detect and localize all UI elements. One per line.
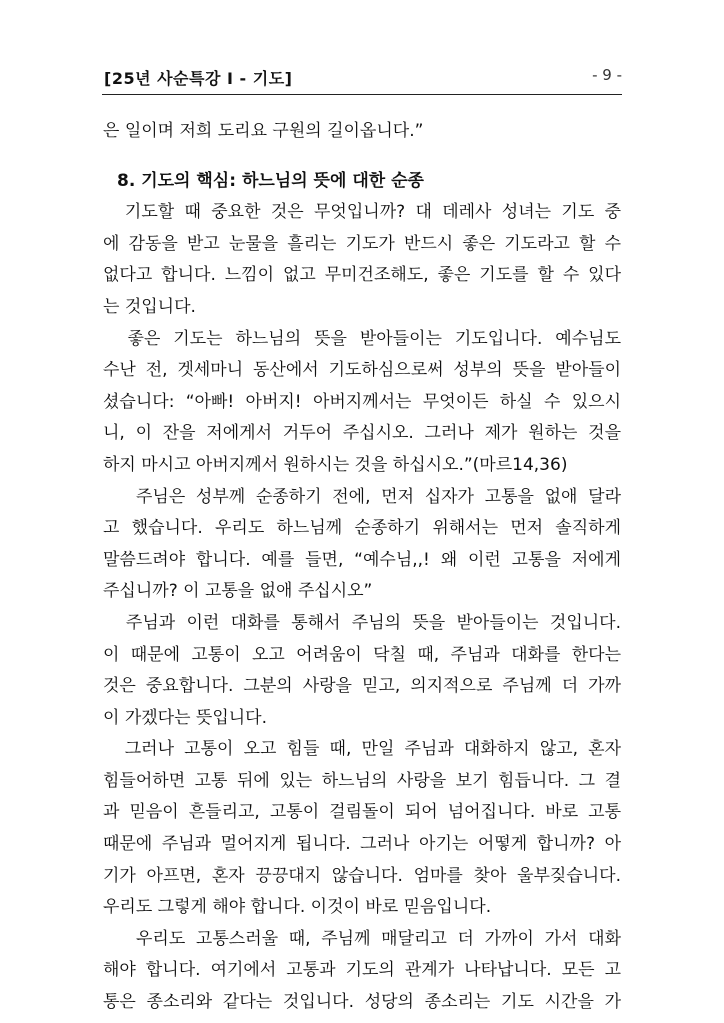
paragraph-line: 때문에 주님과 멀어지게 됩니다. 그러나 아기는 어떻게 합니까? 아 bbox=[103, 834, 621, 855]
paragraph-line: 그러나 고통이 오고 힘들 때, 만일 주님과 대화하지 않고, 혼자 bbox=[103, 739, 621, 760]
paragraph-line: 고 했습니다. 우리도 하느님께 순종하기 위해서는 먼저 솔직하게 bbox=[103, 518, 621, 539]
paragraph-line: 주님은 성부께 순종하기 전에, 먼저 십자가 고통을 없애 달라 bbox=[103, 486, 621, 507]
header-title: [25년 사순특강 Ⅰ - 기도] bbox=[104, 69, 293, 88]
paragraph-line: 해야 합니다. 여기에서 고통과 기도의 관계가 나타납니다. 모든 고 bbox=[103, 960, 621, 981]
paragraph-line: 주님과 이런 대화를 통해서 주님의 뜻을 받아들이는 것입니다. bbox=[103, 612, 621, 633]
paragraph-line: 니, 이 잔을 저에게서 거두어 주십시오. 그러나 제가 원하는 것을 bbox=[103, 423, 621, 444]
paragraph-line: 말씀드려야 합니다. 예를 들면, “예수님,,! 왜 이런 고통을 저에게 bbox=[103, 549, 621, 570]
paragraph-line: 이 때문에 고통이 오고 어려움이 닥칠 때, 주님과 대화를 한다는 bbox=[103, 644, 621, 665]
paragraph-line: 주십니까? 이 고통을 없애 주십시오” bbox=[103, 581, 373, 602]
paragraph-line: 에 감동을 받고 눈물을 흘리는 기도가 반드시 좋은 기도라고 할 수 bbox=[103, 233, 621, 254]
intro-line: 은 일이며 저희 도리요 구원의 길이옵니다.” bbox=[103, 121, 424, 141]
section-heading: 8. 기도의 핵심: 하느님의 뜻에 대한 순종 bbox=[117, 170, 424, 191]
body-text bbox=[103, 116, 621, 1019]
paragraph-line: 는 것입니다. bbox=[103, 296, 196, 317]
header-divider bbox=[102, 94, 622, 95]
paragraph-line: 우리도 고통스러울 때, 주님께 매달리고 더 가까이 가서 대화 bbox=[103, 928, 621, 949]
paragraph-line: 없다고 합니다. 느낌이 없고 무미건조해도, 좋은 기도를 할 수 있다 bbox=[103, 265, 621, 286]
paragraph-line: 힘들어하면 고통 뒤에 있는 하느님의 사랑을 보기 힘듭니다. 그 결 bbox=[103, 770, 621, 791]
paragraph-line: 기가 아프면, 혼자 끙끙대지 않습니다. 엄마를 찾아 울부짖습니다. bbox=[103, 865, 621, 886]
paragraph-line: 통은 종소리와 같다는 것입니다. 성당의 종소리는 기도 시간을 가 bbox=[103, 992, 621, 1013]
paragraph-line: 이 가겠다는 뜻입니다. bbox=[103, 707, 268, 728]
page-number: - 9 - bbox=[592, 66, 622, 84]
paragraph-line: 수난 전, 겟세마니 동산에서 기도하심으로써 성부의 뜻을 받아들이 bbox=[103, 360, 621, 381]
paragraph-line: 좋은 기도는 하느님의 뜻을 받아들이는 기도입니다. 예수님도 bbox=[103, 328, 621, 349]
paragraph-line: 것은 중요합니다. 그분의 사랑을 믿고, 의지적으로 주님께 더 가까 bbox=[103, 676, 621, 697]
paragraph-line: 기도할 때 중요한 것은 무엇입니까? 대 데레사 성녀는 기도 중 bbox=[103, 202, 621, 223]
paragraph-line: 과 믿음이 흔들리고, 고통이 걸림돌이 되어 넘어집니다. 바로 고통 bbox=[103, 802, 621, 823]
paragraph-line: 우리도 그렇게 해야 합니다. 이것이 바로 믿음입니다. bbox=[103, 897, 492, 918]
paragraph-line: 셨습니다: “아빠! 아버지! 아버지께서는 무엇이든 하실 수 있으시 bbox=[103, 391, 621, 412]
page-header bbox=[104, 66, 622, 90]
paragraph-line: 하지 마시고 아버지께서 원하시는 것을 하십시오.”(마르14,36) bbox=[103, 454, 568, 475]
